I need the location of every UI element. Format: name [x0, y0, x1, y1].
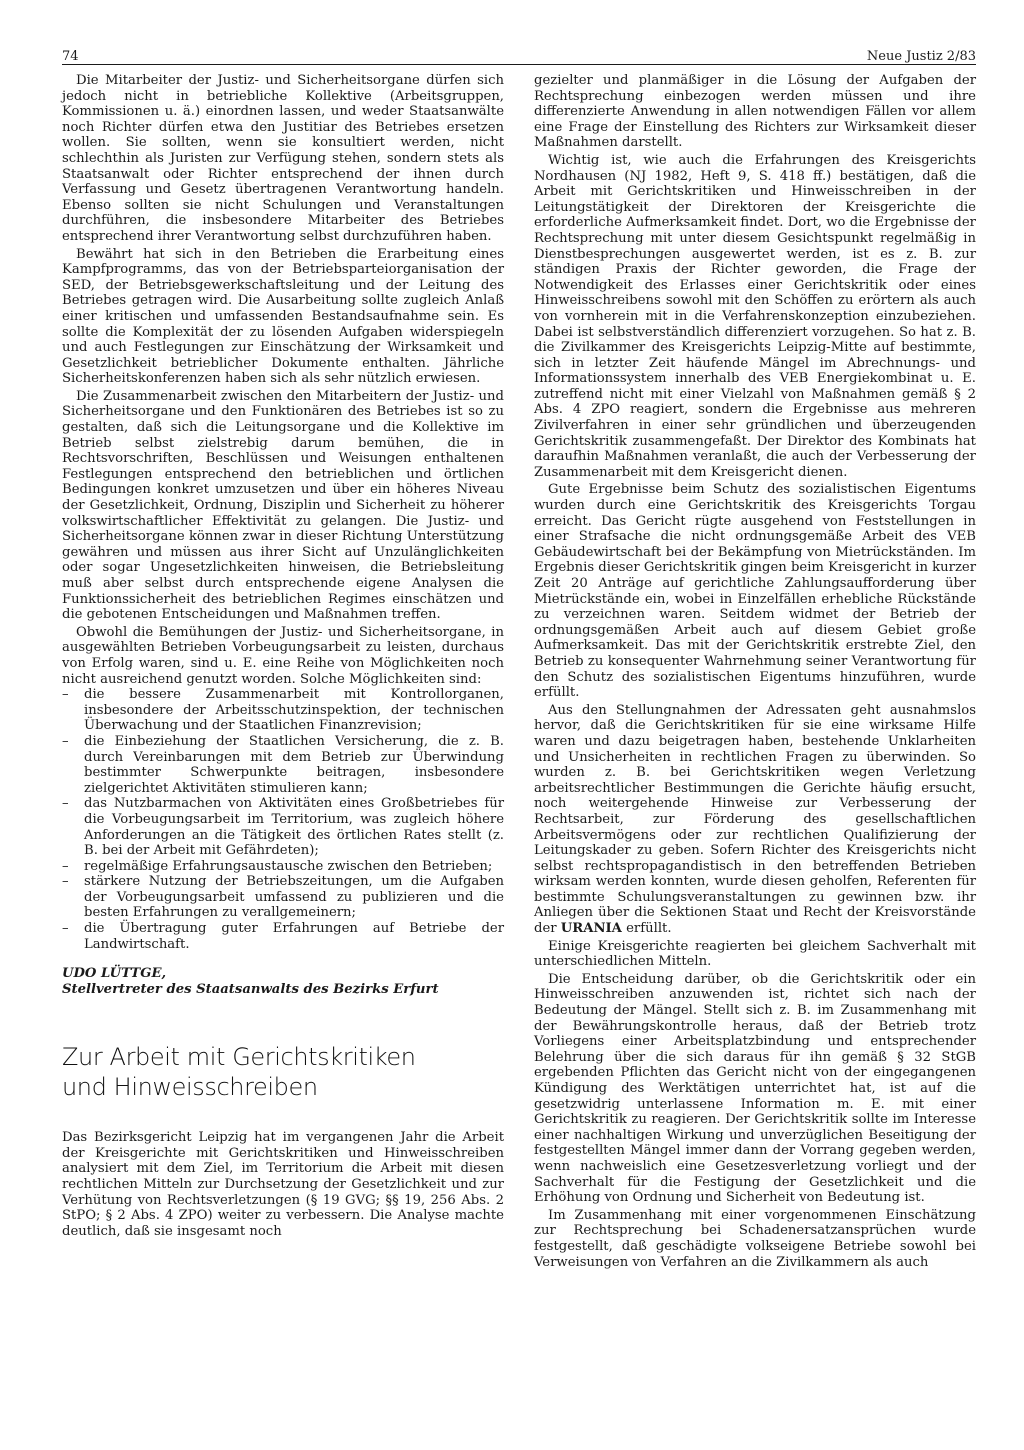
author-signature [62, 966, 504, 998]
paragraph: Wichtig ist, wie auch die Erfahrungen des Kreisgerichts Nordhausen (NJ 1982, Heft 9, S. 418 ff.) bestätigen, daß die Arbeit mit Gerichtskritiken und Hinweisschreiben in der Leitungstätigkeit der Direktoren der Kreisgerichte die erforderliche Aufmerksamkeit findet. Dort, wo die Ergebnisse der Rechtsprechung mit unter diesem Gesichtspunkt regelmäßig in Dienstbesprechungen ausgewertet werden, ist es z. B. zur ständigen Praxis der Richter geworden, die Frage der Notwendigkeit des Erlasses einer Gerichtskritik oder eines Hinweisschreibens sowohl mit den Schöffen zu erörtern als auch von vornherein mit in die Verfahrenskonzeption einzubeziehen. Dabei ist selbstverständlich differenziert vorzugehen. So hat z. B. die Zivilkammer des Kreisgerichts Leipzig-Mitte auf bestimmte, sich in letzter Zeit häufende Mängel im Abrechnungs- und Informationssystem innerhalb des VEB Energiekombinat u. E. zutreffend nicht mit einer Vielzahl von Maßnahmen gemäß § 2 Abs. 4 ZPO reagiert, sondern die Ergebnisse aus mehreren Zivilverfahren in einer sehr gründlichen und überzeugenden Gerichtskritik zusammengefaßt. Der Direktor des Kombinats hat daraufhin Maßnahmen veranlaßt, die auch der Verbesserung der Zusammenarbeit mit dem Kreisgericht dienen. [534, 152, 976, 480]
list-item: – regelmäßige Erfahrungsaustausche zwischen den Betrieben; [62, 858, 493, 874]
paragraph: Die Mitarbeiter der Justiz- und Sicherheitsorgane dürfen sich jedoch nicht in betriebliche Kollektive (Arbeitsgruppen, Kommissionen u. ä.) einordnen lassen, und weder Staatsanwälte noch Richter dürfen etwa den Justitiar des Betriebes ersetzen wollen. Sie sollten, wenn sie konsultiert werden, nicht schlechthin als Juristen zur Verfügung stehen, sondern stets als Staatsanwalt oder Richter entsprechend der ihnen durch Verfassung und Gesetz übertragenen Verantwortung handeln. Ebenso sollten sie nicht Schulungen und Veranstaltungen durchführen, die insbesondere Mitarbeiter des Betriebes entsprechend ihrer Verantwortung selbst durchzuführen haben. [62, 73, 504, 244]
journal-issue: Neue Justiz 2/83 [866, 49, 976, 64]
dash-marker: – [62, 733, 69, 749]
possibilities-list [62, 687, 504, 952]
organization-name: URANIA [560, 921, 622, 937]
dash-marker: – [62, 796, 69, 812]
left-column [62, 73, 504, 1270]
paragraph: Einige Kreisgerichte reagierten bei gleichem Sachverhalt mit unterschiedlichen Mitteln. [534, 938, 976, 970]
paragraph: Gute Ergebnisse beim Schutz des sozialistischen Eigentums wurden durch eine Gerichtskritik des Kreisgerichts Torgau erreicht. Das Gericht rügte ausgehend von Feststellungen in einer Strafsache die nicht ordnungsgemäße Arbeit des VEB Gebäudewirtschaft bei der Bekämpfung von Mietrückständen. Im Ergebnis dieser Gerichtskritik gingen beim Kreisgericht in kurzer Zeit 20 Anträge auf gerichtliche Zahlungsaufforderung über Mietrückstände ein, wobei in Einzelfällen erhebliche Rückstände zu verzeichnen waren. Seitdem widmet der Betrieb der ordnungsgemäßen Arbeit auch auf diesem Gebiet große Aufmerksamkeit. Das mit der Gerichtskritik erstrebte Ziel, den Betrieb zu konsequenter Wahrnehmung seiner Verantwortung für den Schutz des sozialistischen Eigentums hinzuführen, wurde erfüllt. [534, 482, 976, 701]
paragraph: gezielter und planmäßiger in die Lösung der Aufgaben der Rechtsprechung einbezogen werden müssen und ihre differenzierte Anwendung in allen notwendigen Fällen vor allem eine Frage der Einstellung des Richters zur Wirksamkeit dieser Maßnahmen darstellt. [534, 73, 976, 151]
page-number: 74 [62, 49, 79, 64]
paragraph: Die Entscheidung darüber, ob die Gerichtskritik oder ein Hinweisschreiben anzuwenden ist, richtet sich nach der Bedeutung der Mängel. Stellt sich z. B. im Zusammenhang mit der Bewährungskontrolle heraus, daß der Betrieb trotz Vorliegens einer Arbeitsplatzbindung und entsprechender Belehrung über die sich daraus für ihn gemäß § 32 StGB ergebenden Pflichten das Gericht nicht von der eingegangenen Kündigung des Werktätigen unterrichtet hat, ist auf die gesetzwidrig unterlassene Information m. E. mit einer Gerichtskritik zu reagieren. Der Gerichtskritik sollte im Interesse einer nachhaltigen Wirkung und unverzüglichen Beseitigung der festgestellten Mängel immer dann der Vorrang gegeben werden, wenn nachweislich eine Gesetzesverletzung vorliegt und der Sachverhalt für die Festigung der Gesetzlichkeit und die Erhöhung von Ordnung und Sicherheit von Bedeutung ist. [534, 971, 976, 1206]
author-name: UDO LÜTTGE, [62, 966, 167, 982]
dash-marker: – [62, 858, 69, 874]
paragraph: Aus den Stellungnahmen der Adressaten geht ausnahmslos hervor, daß die Gerichtskritiken für sie eine wirksame Hilfe waren und dazu beigetragen haben, bestehende Unklarheiten und Unsicherheiten in rechtlichen Fragen zu überwinden. So wurden z. B. bei Gerichtskritiken wegen Verletzung arbeitsrechtlicher Bestimmungen die Gerichte häufig ersucht, noch weitergehende Hinweise zur Verbesserung der Rechtsarbeit, zur Förderung des gesellschaftlichen Arbeitsvermögens oder zur rechtlichen Qualifizierung der Leitungskader zu geben. Sofern Richter des Kreisgerichts nicht selbst rechtspropagandistisch in den betreffenden Betrieben wirksam werden konnten, wurde diesen geholfen, Referenten für bestimmte Schulungsveranstaltungen zu gewinnen bzw. ihr Anliegen über die Sektionen Staat und Recht der Kreisvorstände der URANIA erfüllt. [534, 702, 976, 937]
headline-line: Zur Arbeit mit Gerichtskritiken [62, 1043, 416, 1072]
dash-marker: – [62, 874, 69, 890]
page-header [62, 40, 984, 64]
article-columns [62, 73, 984, 1270]
article-headline [62, 1042, 504, 1102]
list-item: – das Nutzbarmachen von Aktivitäten eines Großbetriebes für die Vorbeugungsarbeit im Territorium, was zugleich höhere Anforderungen an die Tätigkeit des örtlichen Rates stellt (z. B. bei der Arbeit mit Gefährdeten); [62, 796, 504, 859]
list-item: – die bessere Zusammenarbeit mit Kontrollorganen, insbesondere der Arbeitsschutzinspektion, der technischen Überwachung und der Staatlichen Finanzrevision; [62, 687, 504, 734]
dash-marker: – [62, 687, 69, 703]
paragraph: Das Bezirksgericht Leipzig hat im vergangenen Jahr die Arbeit der Kreisgerichte mit Gerichtskritiken und Hinweisschreiben analysiert mit dem Ziel, im Territorium die Arbeit mit diesen rechtlichen Mitteln zur Durchsetzung der Gesetzlichkeit und zur Verhütung von Rechtsverletzungen (§ 19 GVG; §§ 19, 256 Abs. 2 StPO; § 2 Abs. 4 ZPO) weiter zu verbessern. Die Analyse machte deutlich, daß sie insgesamt noch [62, 1130, 504, 1239]
paragraph: Bewährt hat sich in den Betrieben die Erarbeitung eines Kampfprogramms, das von der Betriebsparteiorganisation der SED, der Betriebsgewerkschaftsleitung und der Leitung des Betriebes getragen wird. Die Ausarbeitung sollte zugleich Anlaß einer kritischen und umfassenden Bestandsaufnahme sein. Es sollte die Komplexität der zu lösenden Aufgaben widerspiegeln und auch Festlegungen zur Einschätzung der Wirksamkeit und Gesetzlichkeit betrieblicher Dokumente enthalten. Jährliche Sicherheitskonferenzen haben sich als sehr nützlich erwiesen. [62, 246, 504, 387]
author-role: Stellvertreter des Staatsanwalts des Bezirks Erfurt [62, 982, 439, 998]
paragraph: Im Zusammenhang mit einer vorgenommenen Einschätzung zur Rechtsprechung bei Schadenersatzansprüchen wurde festgestellt, daß geschädigte volkseigene Betriebe sowohl bei Verweisungen von Verfahren an die Zivilkammern als auch [534, 1207, 976, 1270]
list-item: – die Einbeziehung der Staatlichen Versicherung, die z. B. durch Vereinbarungen mit dem Betrieb zur Überwindung bestimmter Schwerpunkte beitragen, insbesondere zielgerichtet Aktivitäten stimulieren kann; [62, 733, 504, 796]
paragraph: Die Zusammenarbeit zwischen den Mitarbeitern der Justiz- und Sicherheitsorgane und den Funktionären des Betriebes ist so zu gestalten, daß sich die Leitungsorgane und die Kollektive im Betrieb selbst zielstrebig darum bemühen, die in Rechtsvorschriften, Beschlüssen und Weisungen enthaltenen Festlegungen entsprechend den betrieblichen und örtlichen Bedingungen konkret umzusetzen und über ein höheres Niveau der Gesetzlichkeit, Ordnung, Disziplin und Sicherheit zu höherer volkswirtschaftlicher Effektivität zu gelangen. Die Justiz- und Sicherheitsorgane können zwar in dieser Richtung Unterstützung gewähren und müssen aus ihrer Sicht auf Unzulänglichkeiten oder sogar Ungesetzlichkeiten hinweisen, die Betriebsleitung muß aber selbst durch entsprechende eigene Analysen die Funktionssicherheit des betrieblichen Regimes einschätzen und die gebotenen Entscheidungen und Maßnahmen treffen. [62, 388, 504, 623]
right-column [534, 73, 976, 1270]
list-item: – die Übertragung guter Erfahrungen auf Betriebe der Landwirtschaft. [62, 921, 504, 952]
dash-marker: – [62, 921, 69, 937]
header-rule [62, 64, 976, 65]
list-item: – stärkere Nutzung der Betriebszeitungen, um die Aufgaben der Vorbeugungsarbeit umfassend zu publizieren und die besten Erfahrungen zu verallgemeinern; [62, 874, 504, 921]
paragraph: Obwohl die Bemühungen der Justiz- und Sicherheitsorgane, in ausgewählten Betrieben Vorbeugungsarbeit zu leisten, durchaus von Erfolg waren, sind u. E. eine Reihe von Möglichkeiten noch nicht ausreichend genutzt worden. Solche Möglichkeiten sind: [62, 624, 504, 687]
headline-line: und Hinweisschreiben [62, 1073, 318, 1102]
